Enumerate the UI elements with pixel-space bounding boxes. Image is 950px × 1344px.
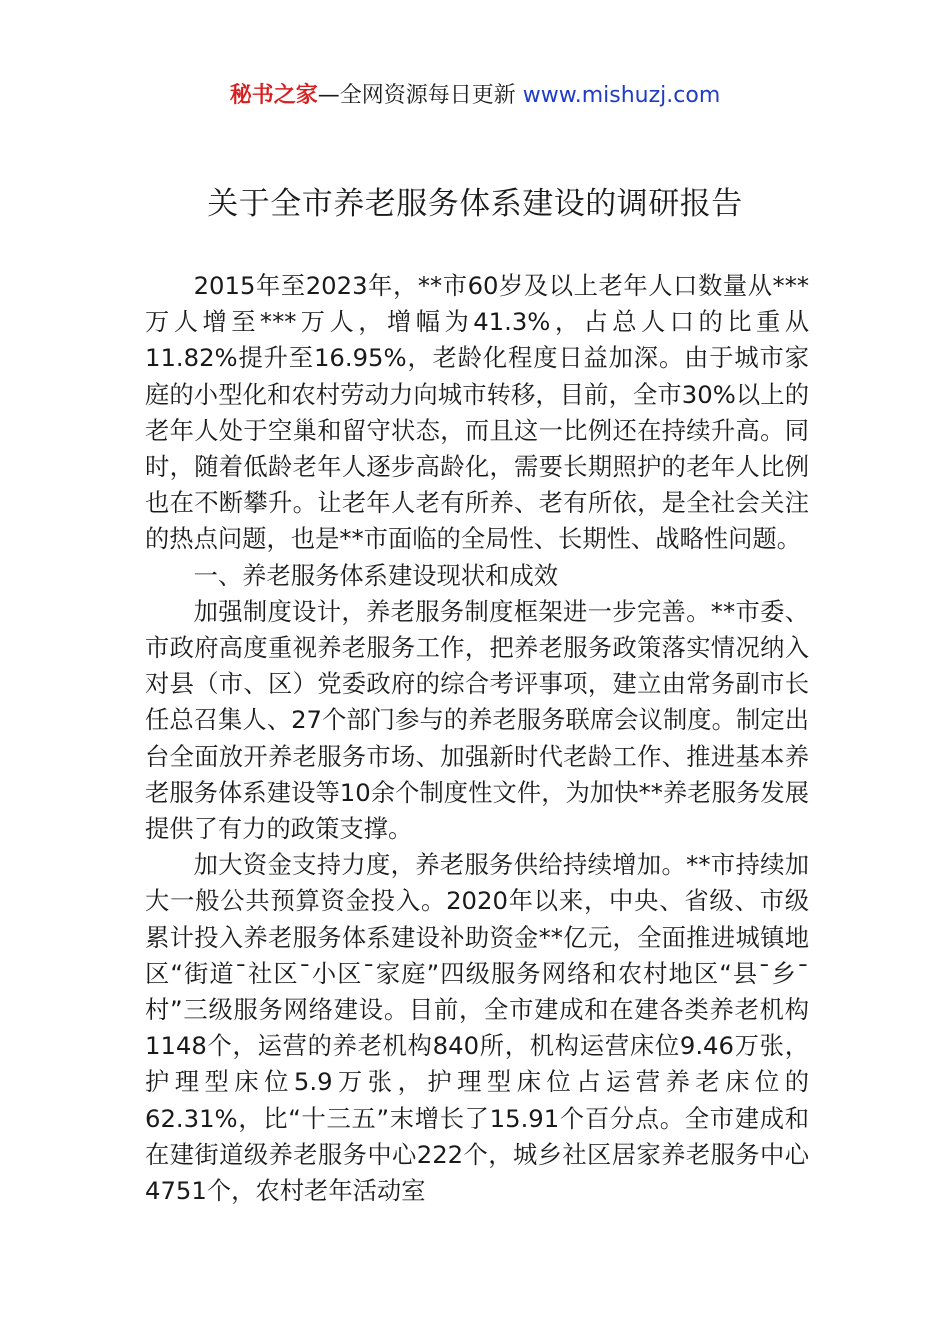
paragraph-funding: 加大资金支持力度，养老服务供给持续增加。**市持续加大一般公共预算资金投入。2020年以来，中央、省级、市级累计投入养老服务体系建设补助资金**亿元，全面推进城镇地区“街道¯社区¯小区¯家庭”四级服务网络和农村地区“县¯乡¯村”三级服务网络建设。目前，全市建成和在建各类养老机构1148个，运营的养老机构840所，机构运营床位9.46万张，护理型床位5.9万张，护理型床位占运营养老床位的62.31%，比“十三五”末增长了15.91个百分点。全市建成和在建街道级养老服务中心222个，城乡社区居家养老服务中心4751个，农村老年活动室 xyxy=(145,850,809,1206)
document-title: 关于全市养老服务体系建设的调研报告 xyxy=(207,186,743,222)
site-header xyxy=(0,80,950,112)
site-name: 秘书之家 xyxy=(229,83,318,108)
section-heading: 一、养老服务体系建设现状和成效 xyxy=(193,560,559,590)
paragraph-policy: 加强制度设计，养老服务制度框架进一步完善。**市委、市政府高度重视养老服务工作，把养老服务政策落实情况纳入对县（市、区）党委政府的综合考评事项，建立由常务副市长任总召集人、27个部门参与的养老服务联席会议制度。制定出台全面放开养老服务市场、加强新时代老龄工作、推进基本养老服务体系建设等10余个制度性文件，为加快**养老服务发展提供了有力的政策支撑。 xyxy=(145,596,809,844)
paragraph-intro: 2015年至2023年，**市60岁及以上老年人口数量从***万人增至***万人，增幅为41.3%，占总人口的比重从11.82%提升至16.95%，老龄化程度日益加深。由于城市家庭的小型化和农村劳动力向城市转移，目前，全市30%以上的老年人处于空巢和留守状态，而且这一比例还在持续升高。同时，随着低龄老年人逐步高龄化，需要长期照护的老年人比例也在不断攀升。让老年人老有所养、老有所依，是全社会关注的热点问题，也是**市面临的全局性、长期性、战略性问题。 xyxy=(145,271,809,554)
site-tagline: —全网资源每日更新 xyxy=(317,83,523,108)
document-body xyxy=(145,268,809,1209)
site-url-link[interactable]: www.mishuzj.com xyxy=(522,83,721,108)
